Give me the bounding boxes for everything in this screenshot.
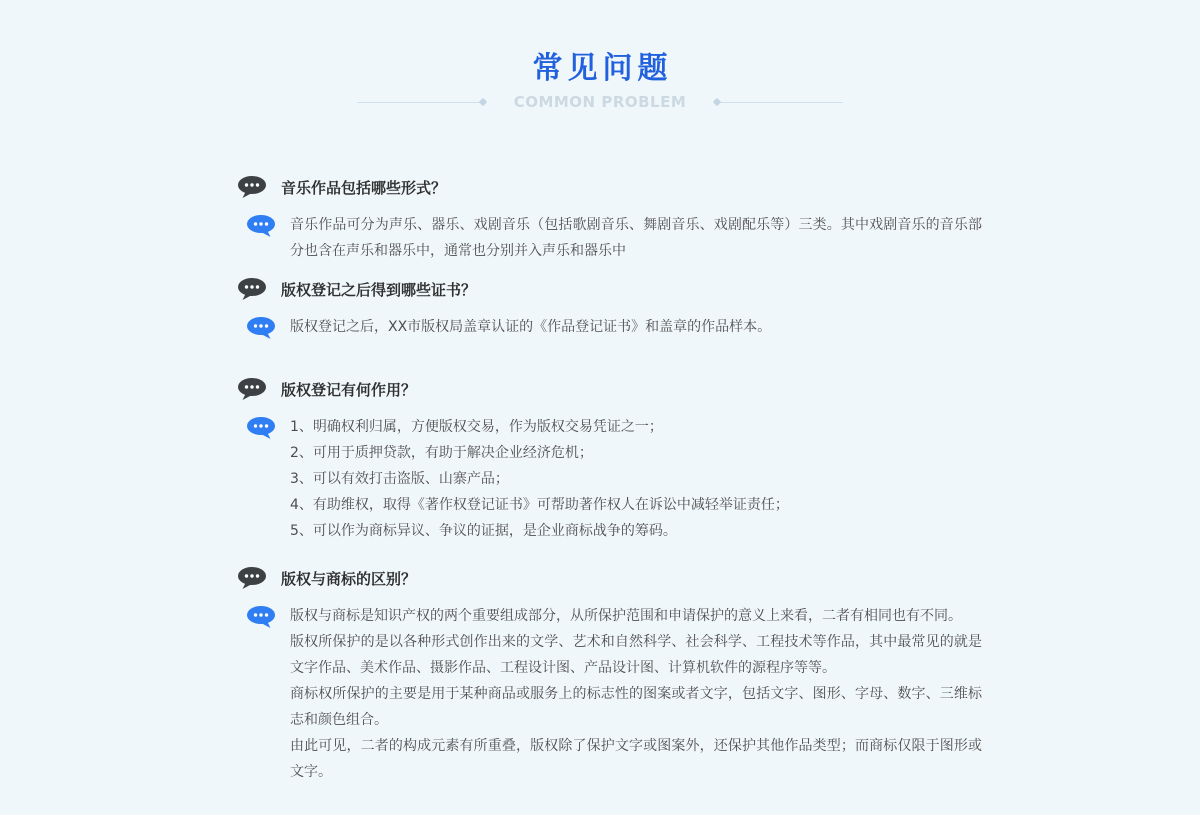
page-subtitle: COMMON PROBLEM [513,93,687,111]
question-text: 版权登记有何作用？ [281,380,417,399]
answer-paragraph: 4、有助维权，取得《著作权登记证书》可帮助著作权人在诉讼中减轻举证责任； [290,497,789,513]
faq-list [237,175,982,785]
faq-answer-row [237,414,982,544]
answer-paragraph: 音乐作品可分为声乐、器乐、戏剧音乐（包括歌剧音乐、舞剧音乐、戏剧配乐等）三类。其中戏剧音乐的音乐部分也含在声乐和器乐中，通常也分别并入声乐和器乐中 [290,217,982,259]
faq-item [237,566,982,785]
faq-answer-row [237,603,982,785]
faq-answer-row [237,314,982,340]
diamond-icon [713,97,721,105]
answer-paragraph: 由此可见，二者的构成元素有所重叠，版权除了保护文字或图案外，还保护其他作品类型；而商标仅限于图形或文字。 [290,738,982,780]
answer-speech-bubble-icon [246,214,276,264]
question-text: 版权登记之后得到哪些证书？ [281,280,477,299]
answer-paragraph: 2、可用于质押贷款，有助于解决企业经济危机； [290,445,593,461]
question-text: 版权与商标的区别？ [281,569,417,588]
answer-paragraph: 版权与商标是知识产权的两个重要组成部分，从所保护范围和申请保护的意义上来看，二者有相同也有不同。 [290,608,962,624]
answer-content [290,314,982,340]
answer-paragraph: 5、可以作为商标异议、争议的证据，是企业商标战争的筹码。 [290,523,677,539]
faq-question-row [237,377,982,401]
question-text: 音乐作品包括哪些形式？ [281,178,447,197]
answer-content [290,212,982,264]
answer-speech-bubble-icon [246,316,276,340]
answer-paragraph: 商标权所保护的主要是用于某种商品或服务上的标志性的图案或者文字，包括文字、图形、字母、数字、三维标志和颜色组合。 [290,686,982,728]
subtitle-row [0,92,1200,112]
question-speech-bubble-icon [237,377,267,401]
answer-content [290,603,982,785]
faq-item [237,277,982,340]
diamond-icon [478,97,486,105]
answer-paragraph: 版权登记之后，XX市版权局盖章认证的《作品登记证书》和盖章的作品样本。 [290,319,772,335]
answer-paragraph: 1、明确权利归属，方便版权交易，作为版权交易凭证之一； [290,419,663,435]
faq-question-row [237,277,982,301]
answer-content [290,414,982,544]
page-title: 常见问题 [532,51,673,86]
answer-paragraph: 版权所保护的是以各种形式创作出来的文学、艺术和自然科学、社会科学、工程技术等作品，其中最常见的就是文字作品、美术作品、摄影作品、工程设计图、产品设计图、计算机软件的源程序等等。 [290,634,982,676]
faq-item [237,175,982,264]
answer-paragraph: 3、可以有效打击盗版、山寨产品； [290,471,509,487]
decorative-line-left [357,102,483,103]
question-speech-bubble-icon [237,566,267,590]
answer-speech-bubble-icon [246,605,276,785]
section-header [0,0,1200,112]
faq-question-row [237,175,982,199]
faq-item [237,377,982,544]
faq-answer-row [237,212,982,264]
question-speech-bubble-icon [237,277,267,301]
faq-question-row [237,566,982,590]
question-speech-bubble-icon [237,175,267,199]
answer-speech-bubble-icon [246,416,276,544]
decorative-line-right [717,102,843,103]
